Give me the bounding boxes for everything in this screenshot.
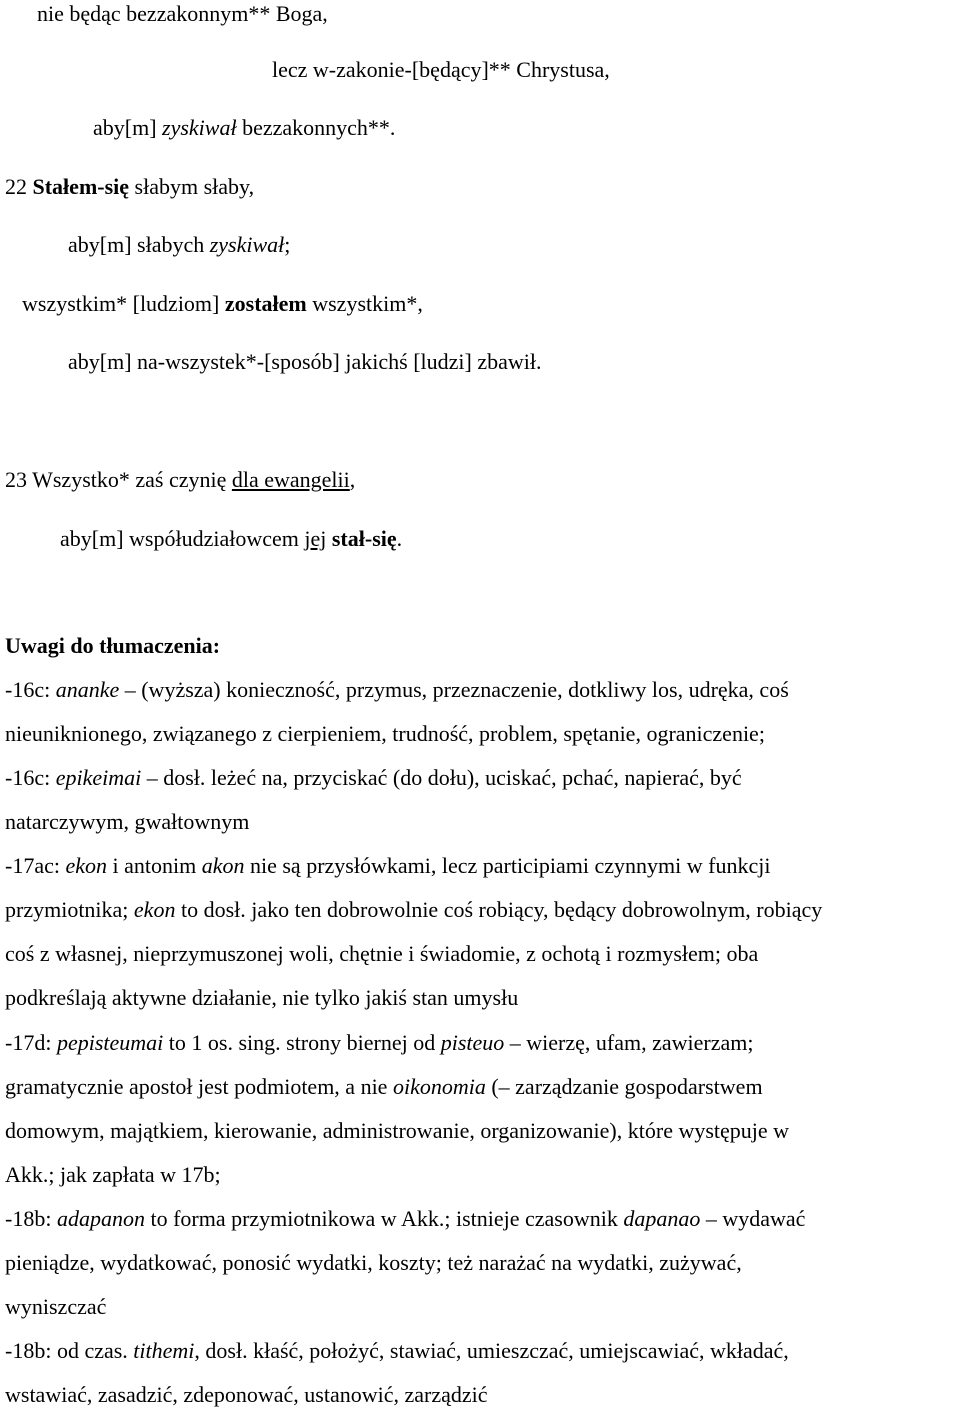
note-text: -16c: <box>5 765 56 790</box>
note-term: pisteuo <box>440 1030 505 1055</box>
verse-line <box>93 114 395 142</box>
note-term: epikeimai <box>55 765 142 790</box>
note-line <box>5 1293 106 1321</box>
note-text: gramatycznie apostoł jest podmiotem, a nie <box>5 1074 393 1099</box>
notes-heading-text: Uwagi do tłumaczenia: <box>5 633 221 658</box>
note-text: przymiotnika; <box>5 897 134 922</box>
note-text: (– zarządzanie gospodarstwem <box>485 1074 763 1099</box>
verse-number: 22 <box>5 174 33 199</box>
verse-line <box>68 348 541 376</box>
notes-heading <box>5 632 220 660</box>
note-line <box>5 1337 789 1365</box>
note-line <box>5 676 789 704</box>
verse-bold: zostałem <box>224 291 307 316</box>
note-term: pepisteumai <box>56 1030 164 1055</box>
verse-text: . <box>396 526 403 551</box>
note-text: coś z własnej, nieprzymuszonej woli, chętnie i świadomie, z ochotą i rozmysłem; oba <box>5 941 759 966</box>
verse-underline: jej <box>304 526 327 551</box>
note-line <box>5 1205 805 1233</box>
verse-line <box>22 290 423 318</box>
verse-text: , <box>349 467 356 492</box>
note-line <box>5 1117 789 1145</box>
note-line <box>5 720 765 748</box>
note-text: – dosł. leżeć na, przyciskać (do dołu), uciskać, pchać, napierać, być <box>141 765 742 790</box>
note-text: wstawiać, zasadzić, zdeponować, ustanowić, zarządzić <box>5 1382 488 1407</box>
verse-text: aby[m] słabych <box>68 232 210 257</box>
verse-text: ; <box>284 232 291 257</box>
note-term: akon <box>201 853 245 878</box>
verse-line <box>60 525 402 553</box>
note-text: – (wyższa) konieczność, przymus, przeznaczenie, dotkliwy los, udręka, coś <box>119 677 789 702</box>
note-text: i antonim <box>107 853 202 878</box>
verse-text: wszystkim* [ludziom] <box>22 291 225 316</box>
note-line <box>5 896 822 924</box>
verse-emphasis: zyskiwał <box>162 115 237 140</box>
note-line <box>5 1249 742 1277</box>
note-text: -16c: <box>5 677 56 702</box>
note-text: -18b: od czas. <box>5 1338 134 1363</box>
note-text: – wydawać <box>700 1206 806 1231</box>
note-text: podkreślają aktywne działanie, nie tylko jakiś stan umysłu <box>5 985 519 1010</box>
note-term: ekon <box>133 897 176 922</box>
verse-text: słabym słaby, <box>129 174 255 199</box>
note-term: oikonomia <box>392 1074 486 1099</box>
note-text: to forma przymiotnikowa w Akk.; istnieje czasownik <box>144 1206 624 1231</box>
note-text: – wierzę, ufam, zawierzam; <box>504 1030 754 1055</box>
note-line <box>5 808 249 836</box>
note-line <box>5 852 771 880</box>
verse-emphasis: zyskiwał <box>209 232 285 257</box>
note-text: -17d: <box>5 1030 57 1055</box>
note-text: to dosł. jako ten dobrowolnie coś robiący, będący dobrowolnym, robiący <box>175 897 823 922</box>
note-line <box>5 764 742 792</box>
note-line <box>5 984 518 1012</box>
verse-bold: Stałem-się <box>32 174 130 199</box>
note-text: domowym, majątkiem, kierowanie, administrowanie, organizowanie), które występuje w <box>5 1118 790 1143</box>
note-term: ekon <box>65 853 107 878</box>
verse-line <box>37 0 328 28</box>
note-line <box>5 940 758 968</box>
note-text: wyniszczać <box>5 1294 107 1319</box>
note-term: ananke <box>55 677 120 702</box>
note-term: adapanon <box>56 1206 145 1231</box>
verse-text: aby[m] <box>93 115 163 140</box>
verse-text: bezzakonnych**. <box>236 115 396 140</box>
verse-text: aby[m] współudziałowcem <box>60 526 305 551</box>
note-line <box>5 1029 753 1057</box>
verse-text: lecz w-zakonie-[będący]** Chrystusa, <box>272 57 610 82</box>
note-line <box>5 1381 488 1409</box>
note-text: pieniądze, wydatkować, ponosić wydatki, koszty; też narażać na wydatki, zużywać, <box>5 1250 742 1275</box>
note-line <box>5 1161 221 1189</box>
note-line <box>5 1073 763 1101</box>
verse-bold: stał-się <box>331 526 397 551</box>
verse-line <box>68 231 290 259</box>
verse-underline: dla ewangelii <box>231 467 350 492</box>
note-text: -17ac: <box>5 853 66 878</box>
verse-line <box>272 56 610 84</box>
note-term: dapanao <box>623 1206 701 1231</box>
verse-text: wszystkim*, <box>306 291 423 316</box>
verse-line <box>5 173 254 201</box>
note-text: to 1 os. sing. strony biernej od <box>163 1030 441 1055</box>
note-text: nieuniknionego, związanego z cierpieniem, trudność, problem, spętanie, ograniczenie; <box>5 721 765 746</box>
verse-line <box>5 466 355 494</box>
verse-text: nie będąc bezzakonnym** Boga, <box>37 1 328 26</box>
verse-text: 23 Wszystko* zaś czynię <box>5 467 232 492</box>
note-text: natarczywym, gwałtownym <box>5 809 250 834</box>
verse-text: aby[m] na-wszystek*-[sposób] jakichś [ludzi] zbawił. <box>68 349 542 374</box>
note-term: tithemi <box>133 1338 195 1363</box>
note-text: Akk.; jak zapłata w 17b; <box>5 1162 221 1187</box>
note-text: nie są przysłówkami, lecz participiami czynnymi w funkcji <box>244 853 771 878</box>
note-text: , dosł. kłaść, położyć, stawiać, umieszczać, umiejscawiać, wkładać, <box>194 1338 789 1363</box>
note-text: -18b: <box>5 1206 57 1231</box>
